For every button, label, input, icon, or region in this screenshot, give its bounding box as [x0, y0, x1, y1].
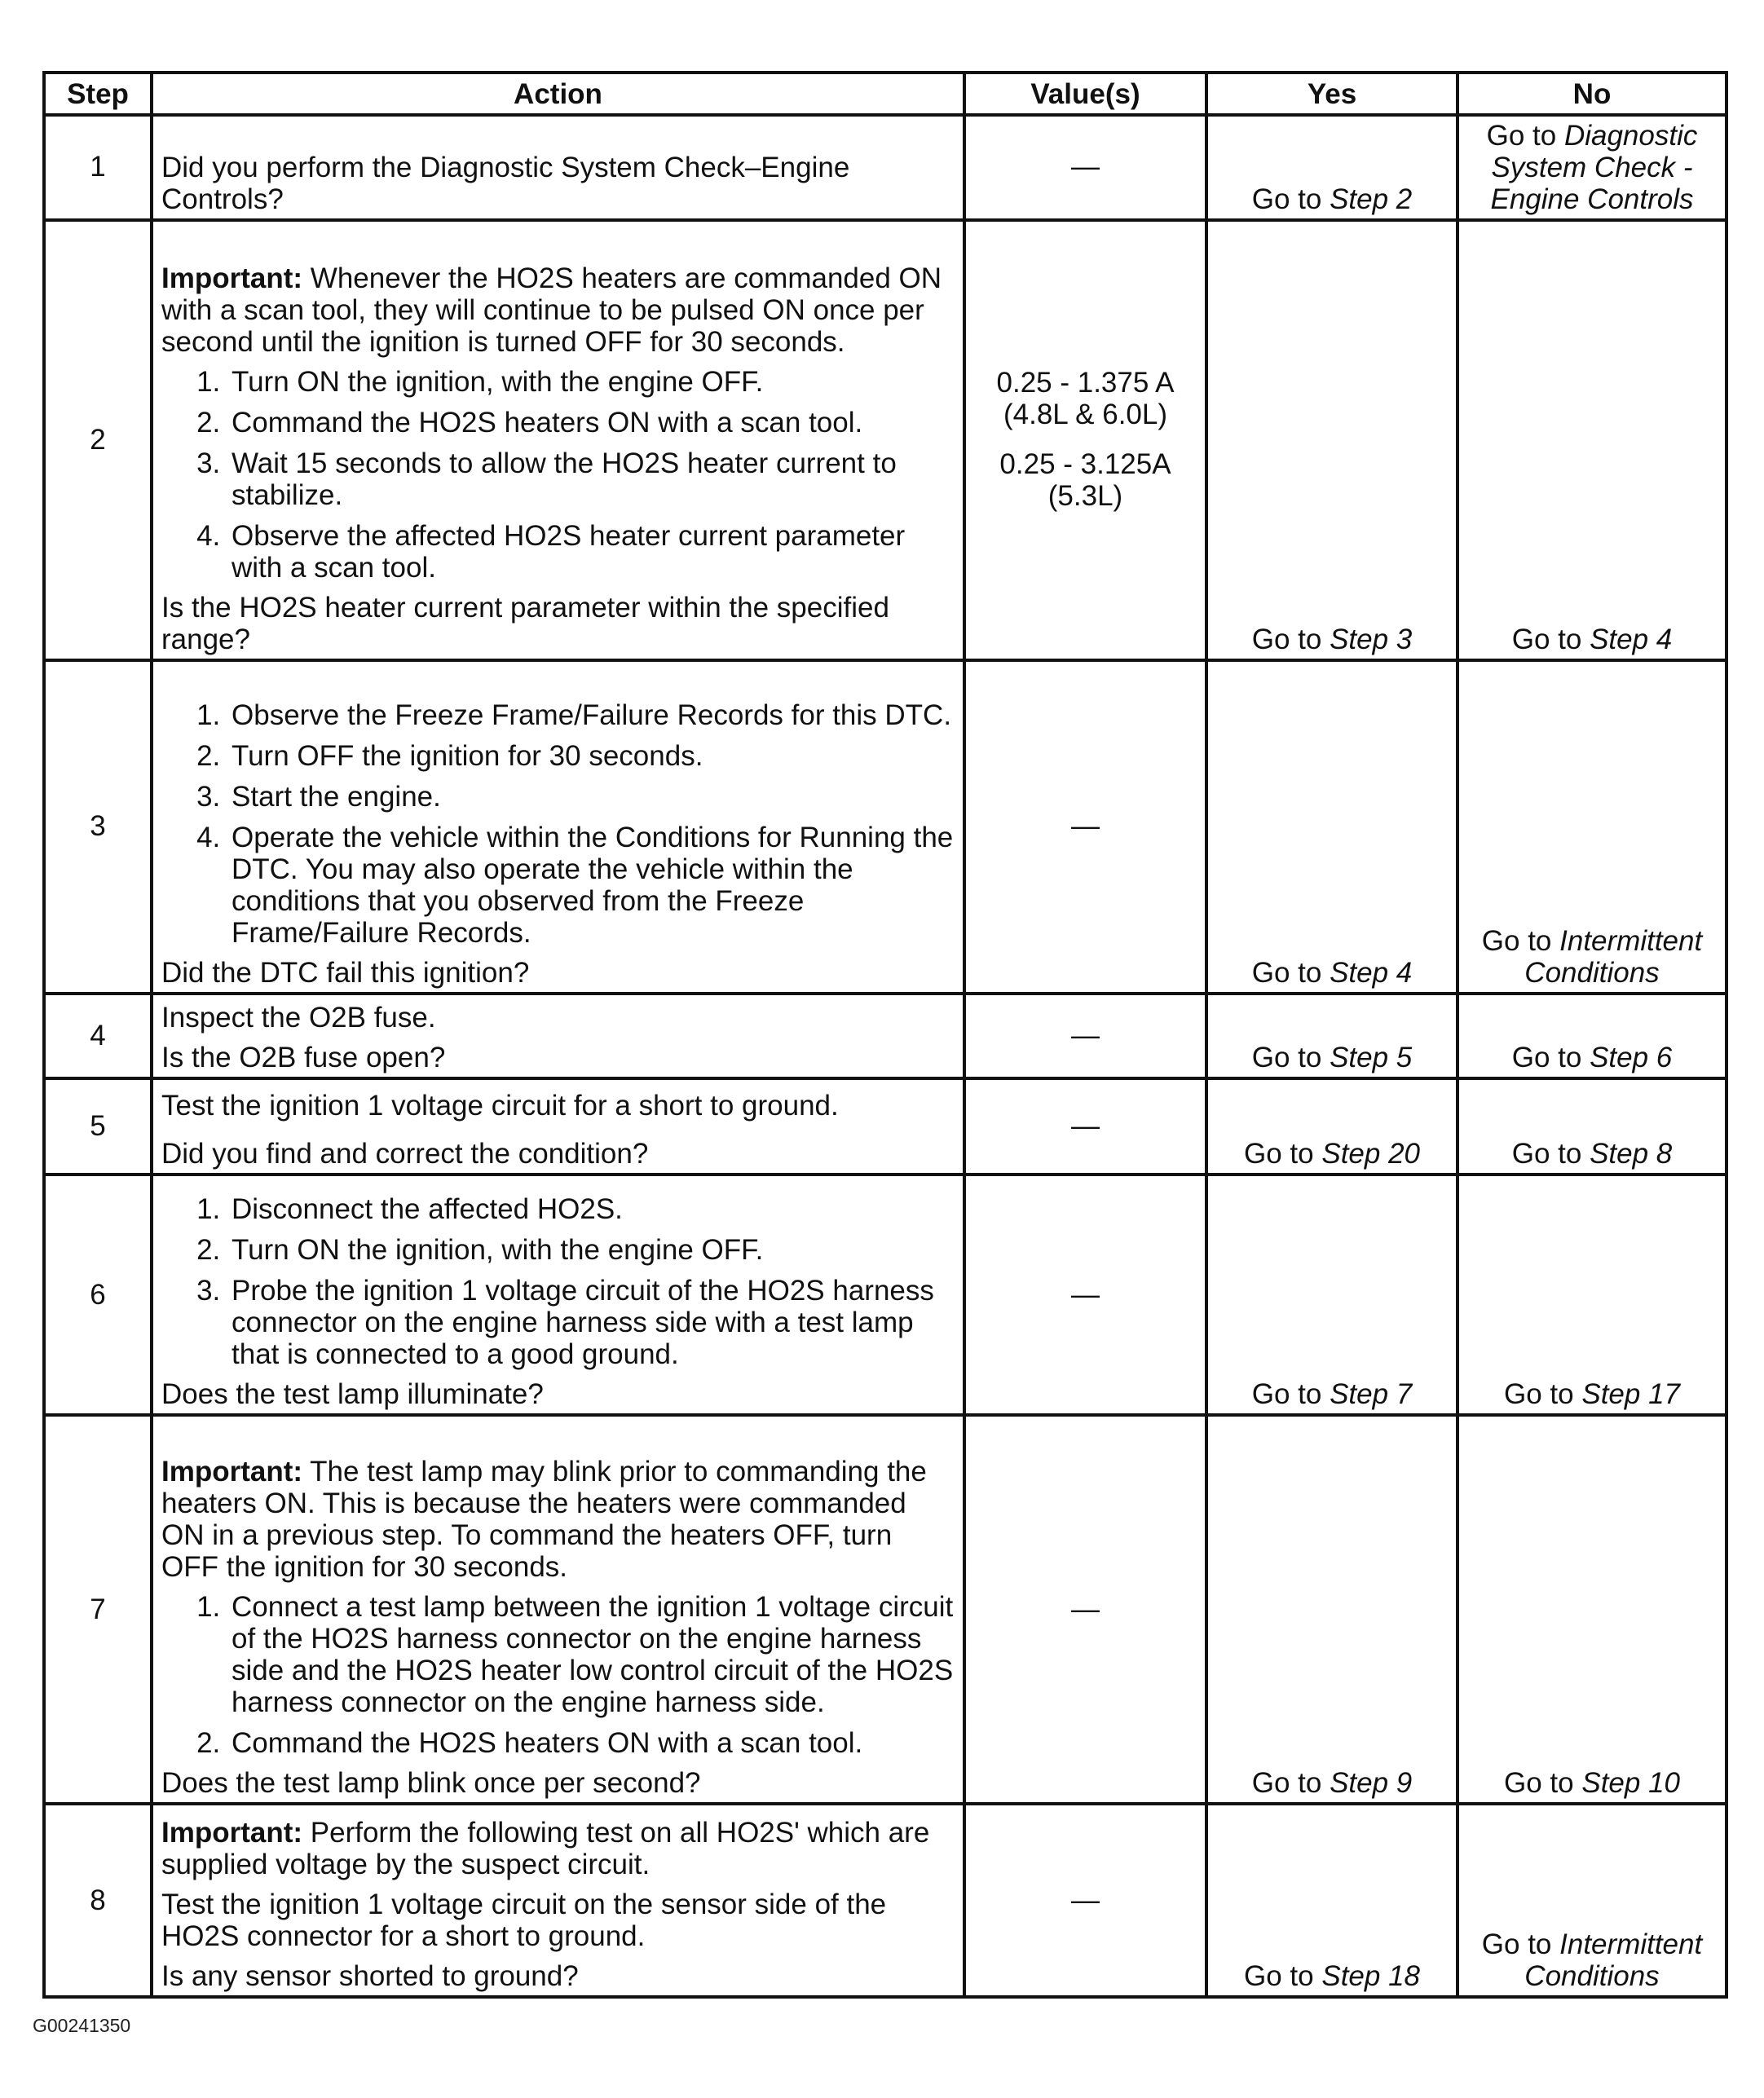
- no-prefix: Go to: [1511, 1138, 1582, 1170]
- yes-reference: Step 20: [1321, 1138, 1420, 1170]
- value-cell: [964, 1175, 1206, 1415]
- yes-cell: [1206, 660, 1458, 994]
- value-cell: [964, 115, 1206, 220]
- important-label: Important:: [161, 1456, 303, 1488]
- action-question: Is the O2B fuse open?: [161, 1041, 446, 1073]
- value-cell: [964, 1415, 1206, 1804]
- yes-cell: [1206, 994, 1458, 1078]
- value-text: —: [1071, 1593, 1100, 1625]
- important-label: Important:: [161, 1817, 303, 1849]
- yes-reference: Step 3: [1330, 623, 1413, 655]
- no-prefix: Go to: [1511, 1041, 1582, 1073]
- action-question: Does the test lamp blink once per second?: [161, 1767, 701, 1800]
- yes-prefix: Go to: [1251, 1767, 1322, 1800]
- value-cell: [964, 1804, 1206, 1997]
- procedure-step: 4. Operate the vehicle within the Conditions for Running the DTC. You may also operate the vehicle within the conditions that you observed from the Freeze Frame/Failure Records.: [228, 822, 955, 949]
- diagnostic-table: [42, 71, 1728, 1999]
- action-cell: [152, 994, 964, 1078]
- no-prefix: Go to: [1486, 119, 1557, 152]
- yes-reference: Step 18: [1321, 1960, 1420, 1992]
- value-text: —: [1071, 1884, 1100, 1916]
- value-text: —: [1071, 1278, 1100, 1311]
- value-text: —: [1071, 1019, 1100, 1051]
- value-cell: [964, 1078, 1206, 1175]
- procedure-step: 1. Disconnect the affected HO2S.: [228, 1193, 955, 1225]
- table-row: [44, 115, 1727, 220]
- header-yes: Yes: [1206, 73, 1458, 115]
- yes-cell: [1206, 1804, 1458, 1997]
- value-text: —: [1071, 810, 1100, 843]
- figure-id: G00241350: [33, 2015, 131, 2036]
- value-text: 0.25 - 3.125A: [999, 448, 1171, 481]
- action-cell: [152, 1078, 964, 1175]
- table-row: [44, 220, 1727, 660]
- yes-reference: Step 7: [1330, 1378, 1413, 1411]
- no-reference: Step 10: [1581, 1767, 1680, 1800]
- action-question: Does the test lamp illuminate?: [161, 1378, 544, 1411]
- yes-prefix: Go to: [1244, 1960, 1314, 1992]
- no-reference: Step 8: [1590, 1138, 1673, 1170]
- procedure-step: 2. Turn ON the ignition, with the engine OFF.: [228, 1234, 955, 1266]
- value-text: 0.25 - 1.375 A: [996, 367, 1175, 399]
- yes-prefix: Go to: [1244, 1138, 1314, 1170]
- step-number: 5: [44, 1078, 152, 1175]
- action-text: Test the ignition 1 voltage circuit for a short to ground.: [161, 1090, 839, 1122]
- table-row: [44, 660, 1727, 994]
- step-number: 7: [44, 1415, 152, 1804]
- yes-prefix: Go to: [1251, 183, 1322, 215]
- action-cell: [152, 660, 964, 994]
- no-prefix: Go to: [1511, 623, 1582, 655]
- yes-reference: Step 4: [1330, 957, 1413, 989]
- yes-prefix: Go to: [1251, 623, 1322, 655]
- no-cell: [1458, 115, 1727, 220]
- value-cell: [964, 660, 1206, 994]
- header-row: [44, 73, 1727, 115]
- no-cell: [1458, 660, 1727, 994]
- action-text: Test the ignition 1 voltage circuit on the sensor side of the HO2S connector for a short to ground.: [161, 1889, 887, 1952]
- action-question: Is the HO2S heater current parameter within the specified range?: [161, 591, 889, 655]
- action-question: Did you find and correct the condition?: [161, 1138, 649, 1170]
- action-question: Is any sensor shorted to ground?: [161, 1960, 579, 1992]
- procedure-steps: [161, 366, 955, 584]
- value-text: —: [1071, 1109, 1100, 1142]
- yes-cell: [1206, 1415, 1458, 1804]
- value-cell: [964, 994, 1206, 1078]
- action-question: Did the DTC fail this ignition?: [161, 957, 530, 989]
- no-cell: [1458, 220, 1727, 660]
- important-label: Important:: [161, 262, 303, 294]
- no-reference: Step 17: [1581, 1378, 1680, 1411]
- no-prefix: Go to: [1481, 925, 1552, 958]
- header-action: Action: [152, 73, 964, 115]
- yes-cell: [1206, 1078, 1458, 1175]
- spacer: [161, 1122, 955, 1138]
- important-text: The test lamp may blink prior to commanding the heaters ON. This is because the heaters were commanded ON in a previous step. To command the heaters OFF, turn OFF the ignition for 30 seconds.: [161, 1456, 927, 1584]
- action-cell: [152, 1804, 964, 1997]
- no-prefix: Go to: [1481, 1928, 1552, 1960]
- step-number: 6: [44, 1175, 152, 1415]
- action-text: Did you perform the Diagnostic System Check–Engine Controls?: [161, 151, 850, 215]
- value-text: (5.3L): [1047, 480, 1123, 513]
- value-text: —: [1071, 151, 1100, 183]
- header-step: Step: [44, 73, 152, 115]
- important-note: [161, 1817, 955, 1880]
- table-row: [44, 1175, 1727, 1415]
- step-number: 4: [44, 994, 152, 1078]
- important-note: [161, 1456, 955, 1583]
- table-row: [44, 994, 1727, 1078]
- yes-cell: [1206, 1175, 1458, 1415]
- procedure-steps: [161, 699, 955, 949]
- no-reference: Step 6: [1590, 1041, 1673, 1073]
- table-row: [44, 1415, 1727, 1804]
- no-reference: Diagnostic System Check - Engine Controls: [1490, 119, 1698, 215]
- action-cell: [152, 115, 964, 220]
- step-number: 3: [44, 660, 152, 994]
- procedure-step: 1. Turn ON the ignition, with the engine OFF.: [228, 366, 955, 398]
- no-cell: [1458, 1415, 1727, 1804]
- yes-cell: [1206, 220, 1458, 660]
- yes-prefix: Go to: [1251, 1378, 1322, 1411]
- procedure-step: 2. Command the HO2S heaters ON with a scan tool.: [228, 1727, 955, 1759]
- procedure-step: 2. Turn OFF the ignition for 30 seconds.: [228, 740, 955, 772]
- action-cell: [152, 220, 964, 660]
- action-text: Inspect the O2B fuse.: [161, 1001, 436, 1034]
- yes-cell: [1206, 115, 1458, 220]
- header-no: No: [1458, 73, 1727, 115]
- procedure-step: 3. Wait 15 seconds to allow the HO2S heater current to stabilize.: [228, 447, 955, 511]
- no-prefix: Go to: [1504, 1767, 1574, 1800]
- no-cell: [1458, 994, 1727, 1078]
- table-row: [44, 1078, 1727, 1175]
- action-cell: [152, 1415, 964, 1804]
- no-cell: [1458, 1804, 1727, 1997]
- no-reference: Intermittent Conditions: [1524, 925, 1703, 989]
- no-reference: Step 4: [1590, 623, 1673, 655]
- procedure-step: 1. Connect a test lamp between the ignition 1 voltage circuit of the HO2S harness connector on the engine harness side and the HO2S heater low control circuit of the HO2S harness connector on the engine harness side.: [228, 1591, 955, 1718]
- no-reference: Intermittent Conditions: [1524, 1928, 1703, 1992]
- procedure-steps: [161, 1193, 955, 1370]
- procedure-step: 4. Observe the affected HO2S heater current parameter with a scan tool.: [228, 520, 955, 584]
- step-number: 8: [44, 1804, 152, 1997]
- procedure-step: 3. Start the engine.: [228, 781, 955, 813]
- procedure-step: 1. Observe the Freeze Frame/Failure Records for this DTC.: [228, 699, 955, 731]
- no-prefix: Go to: [1504, 1378, 1574, 1411]
- yes-reference: Step 2: [1330, 183, 1413, 215]
- procedure-step: 3. Probe the ignition 1 voltage circuit of the HO2S harness connector on the engine harness side with a test lamp that is connected to a good ground.: [228, 1275, 955, 1370]
- procedure-step: 2. Command the HO2S heaters ON with a scan tool.: [228, 407, 955, 439]
- value-cell: [964, 220, 1206, 660]
- yes-prefix: Go to: [1251, 1041, 1322, 1073]
- no-cell: [1458, 1175, 1727, 1415]
- yes-reference: Step 5: [1330, 1041, 1413, 1073]
- header-values: Value(s): [964, 73, 1206, 115]
- step-number: 1: [44, 115, 152, 220]
- procedure-steps: [161, 1591, 955, 1759]
- action-cell: [152, 1175, 964, 1415]
- step-number: 2: [44, 220, 152, 660]
- yes-prefix: Go to: [1251, 957, 1322, 989]
- important-text: Whenever the HO2S heaters are commanded ON with a scan tool, they will continue to be pulsed ON once per second until the ignition is turned OFF for 30 seconds.: [161, 262, 942, 358]
- yes-reference: Step 9: [1330, 1767, 1413, 1800]
- important-note: [161, 262, 955, 358]
- value-text: (4.8L & 6.0L): [1003, 399, 1168, 431]
- table-row: [44, 1804, 1727, 1997]
- important-text: Perform the following test on all HO2S' which are supplied voltage by the suspect circuit.: [161, 1817, 930, 1880]
- no-cell: [1458, 1078, 1727, 1175]
